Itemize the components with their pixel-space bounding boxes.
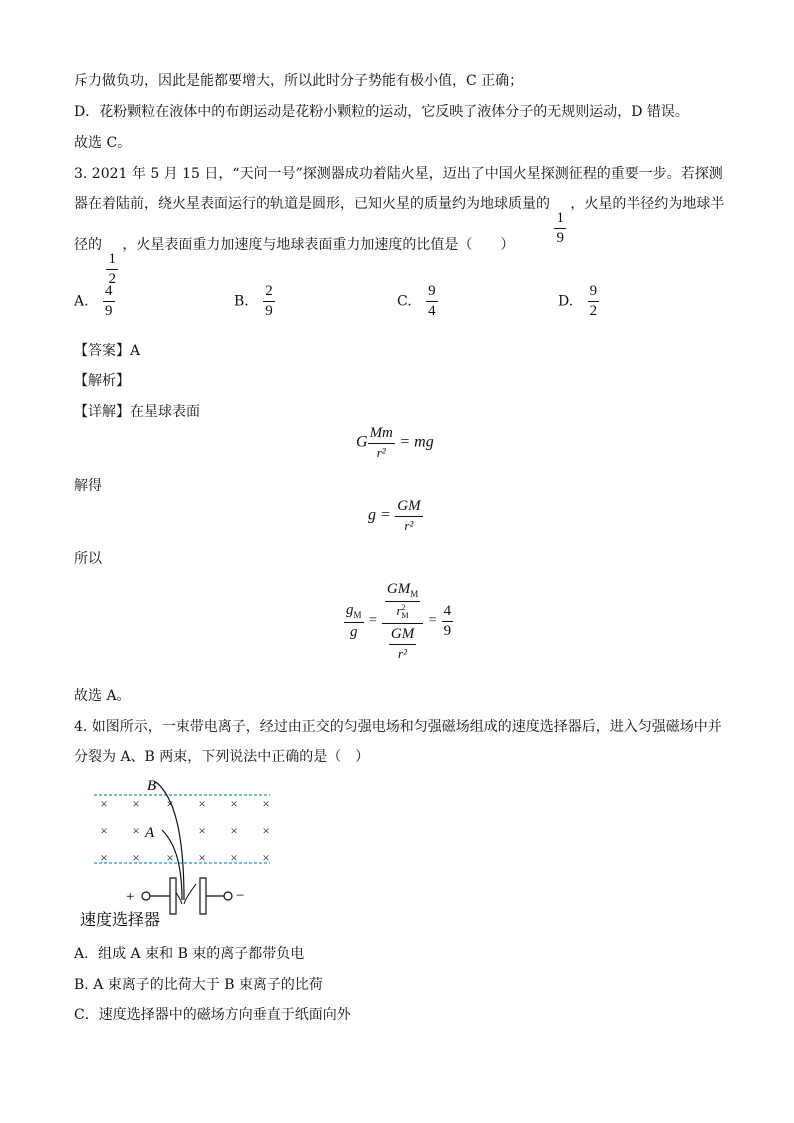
- cross-mark: ×: [198, 796, 206, 811]
- eq1-fraction: [368, 426, 395, 459]
- q3-option-a: [74, 284, 115, 319]
- label-a: A: [145, 825, 155, 841]
- option-fraction: [426, 284, 438, 319]
- option-fraction: [588, 284, 600, 319]
- question-3-line-3: [74, 234, 514, 287]
- positive-terminal: [142, 892, 150, 900]
- eq2-num: GM: [395, 499, 422, 517]
- so-line: 所以: [74, 551, 102, 567]
- eq3-sup: 2: [401, 603, 406, 613]
- figure-caption: 速度选择器: [80, 910, 161, 929]
- choose-a-line: 故选 A。: [74, 688, 131, 704]
- fraction-one-half: [106, 252, 118, 287]
- left-plate: [170, 878, 176, 914]
- entry-arc-right: [184, 884, 196, 904]
- eq3-big-num: [382, 582, 423, 624]
- text-line-2: D．花粉颗粒在液体中的布朗运动是花粉小颗粒的运动，它反映了液体分子的无规则运动，D 错误。: [74, 104, 689, 120]
- fraction-den: 4: [428, 303, 436, 319]
- eq3-lhs-den: g: [350, 623, 358, 640]
- right-plate: [200, 878, 206, 914]
- eq2-lhs: g =: [368, 506, 391, 524]
- fraction-num: 4: [103, 284, 115, 302]
- option-label: C.: [397, 293, 412, 310]
- eq3-result-den: 9: [443, 622, 452, 639]
- eq3-lhs-fraction: [344, 603, 364, 640]
- eq3-equals-2: =: [427, 613, 438, 628]
- eq3-inner-top-num: [385, 582, 420, 602]
- eq3-equals: =: [367, 613, 378, 628]
- text-line-3: 故选 C。: [74, 135, 132, 151]
- option-label: A.: [74, 293, 89, 310]
- eq3-g: g: [346, 601, 354, 618]
- equation-3: [344, 582, 453, 660]
- cross-mark: ×: [230, 796, 238, 811]
- option-label: B.: [234, 293, 249, 310]
- eq1-num: Mm: [368, 426, 395, 444]
- eq2-fraction: [395, 499, 422, 532]
- text-line-1: 斥力做负功，因此是能都要增大，所以此时分子势能有极小值，C 正确；: [74, 73, 524, 89]
- eq3-gm: GM: [386, 581, 411, 597]
- q3-option-b: [234, 284, 275, 319]
- cross-mark: ×: [230, 823, 238, 838]
- answer-line: 【答案】A: [74, 343, 141, 359]
- eq3-result: [442, 604, 454, 639]
- magnetic-field-crosses: [100, 796, 269, 865]
- eq3-sub-m: M: [353, 609, 362, 620]
- eq3-r: r: [396, 603, 402, 618]
- eq3-inner-top-fraction: [385, 582, 420, 620]
- fraction-num: 9: [426, 284, 438, 302]
- q4-option-b: B. A 束离子的比荷大于 B 束离子的比荷: [74, 977, 323, 993]
- q3-line3-pre: 径的: [74, 237, 102, 253]
- eq3-inner-bottom-num: GM: [389, 627, 416, 645]
- eq3-lhs-num: [344, 603, 364, 623]
- eq3-big-fraction: [382, 582, 423, 660]
- cross-mark: ×: [262, 823, 270, 838]
- eq2-den: r²: [404, 518, 414, 533]
- q3-line2-pre: 器在着陆前，绕火星表面运行的轨道是圆形，已知火星的质量约为地球质量的: [74, 196, 550, 212]
- option-label: D.: [558, 293, 574, 310]
- eq3-inner-bottom-fraction: [389, 627, 416, 660]
- cross-mark: ×: [132, 850, 140, 865]
- cross-mark: ×: [262, 796, 270, 811]
- cross-mark: ×: [132, 796, 140, 811]
- fraction-den: 2: [589, 303, 598, 319]
- eq3-sub-r: M: [401, 611, 409, 621]
- plus-sign: +: [126, 889, 135, 905]
- eq1-G: G: [356, 433, 368, 451]
- cross-mark: ×: [166, 850, 174, 865]
- q3-line3-post: ，火星表面重力加速度与地球表面重力加速度的比值是（ ）: [122, 237, 515, 253]
- fraction-num: 1: [554, 211, 566, 229]
- question-4-line-1: 4. 如图所示，一束带电离子，经过由正交的匀强电场和匀强磁场组成的速度选择器后，进入匀强磁场中并: [74, 719, 722, 735]
- cross-mark: ×: [262, 850, 270, 865]
- detail-line: 【详解】在星球表面: [74, 404, 200, 420]
- eq3-inner-top-den: [396, 602, 408, 620]
- q3-option-c: [397, 284, 438, 319]
- eq3-inner-bottom-den: r²: [398, 646, 408, 662]
- q3-line2-post: ，火星的半径约为地球半: [570, 196, 725, 212]
- solve-line: 解得: [74, 478, 102, 494]
- cross-mark: ×: [132, 823, 140, 838]
- cross-mark: ×: [198, 823, 206, 838]
- negative-terminal: [224, 892, 232, 900]
- equation-1: [356, 426, 434, 459]
- eq3-big-den: [389, 624, 416, 660]
- question-4-line-2: 分裂为 A、B 两束，下列说法中正确的是（ ）: [74, 749, 370, 765]
- velocity-selector-figure: [74, 772, 284, 932]
- eq3-result-num: 4: [442, 604, 454, 622]
- eq3-sub: M: [410, 589, 419, 599]
- cross-mark: ×: [100, 796, 108, 811]
- q4-option-a: A．组成 A 束和 B 束的离子都带负电: [74, 946, 305, 962]
- fraction-den: 9: [556, 230, 564, 246]
- eq1-rhs: = mg: [399, 433, 434, 451]
- cross-mark: ×: [166, 796, 174, 811]
- equation-2: [368, 499, 423, 532]
- cross-mark: ×: [198, 850, 206, 865]
- q3-option-d: [558, 284, 599, 319]
- fraction-one-ninth: [554, 211, 566, 246]
- option-fraction: [103, 284, 115, 319]
- fraction-num: 2: [263, 284, 275, 302]
- analysis-heading: 【解析】: [74, 373, 130, 389]
- fraction-den: 9: [105, 303, 113, 319]
- label-b: B: [147, 778, 157, 794]
- option-fraction: [263, 284, 275, 319]
- cross-mark: ×: [100, 823, 108, 838]
- fraction-num: 1: [106, 252, 118, 270]
- fraction-den: 9: [265, 303, 273, 319]
- fraction-num: 9: [588, 284, 600, 302]
- eq1-den: r²: [376, 445, 386, 460]
- cross-mark: ×: [230, 850, 238, 865]
- fraction-den: 2: [108, 271, 116, 287]
- q4-option-c: C．速度选择器中的磁场方向垂直于纸面向外: [74, 1007, 351, 1023]
- minus-sign: −: [236, 888, 245, 904]
- question-3-line-1: 3. 2021 年 5 月 15 日，“天问一号”探测器成功着陆火星，迈出了中国火星探测征程的重要一步。若探测: [74, 166, 723, 182]
- cross-mark: ×: [100, 850, 108, 865]
